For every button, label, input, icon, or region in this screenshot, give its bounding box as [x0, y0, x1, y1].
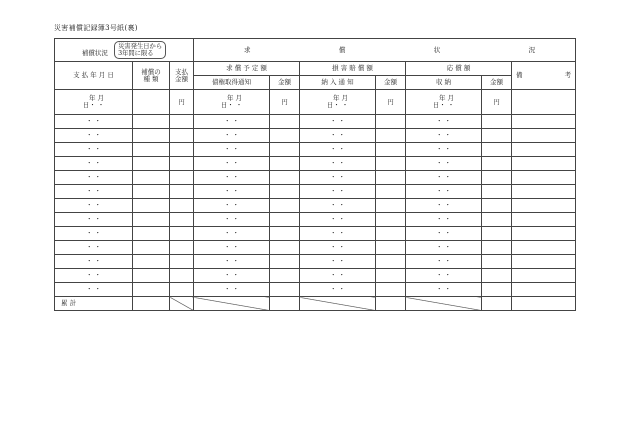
notice-date-cell[interactable]: 年 月 日・ ・ — [194, 90, 270, 115]
table-row — [55, 143, 576, 157]
table-row-first — [55, 90, 576, 115]
total-remarks-cell — [512, 297, 576, 311]
table-cell[interactable] — [194, 283, 270, 297]
table-cell[interactable] — [55, 227, 133, 241]
date-dots: ・ ・ — [223, 229, 240, 237]
table-cell[interactable] — [270, 171, 300, 185]
table-row — [55, 115, 576, 129]
table-row — [55, 157, 576, 171]
table-cell[interactable] — [482, 255, 512, 269]
table-cell[interactable] — [406, 129, 482, 143]
remarks-cell[interactable] — [512, 90, 576, 115]
table-cell[interactable] — [170, 255, 194, 269]
planned-amount-cell[interactable]: 円 — [270, 90, 300, 115]
response-header: 応 償 額 — [406, 62, 512, 76]
date-dots: ・ ・ — [435, 201, 452, 209]
date-dots: ・ ・ — [223, 257, 240, 265]
table-cell[interactable] — [133, 143, 170, 157]
date-dots: ・ ・ — [223, 201, 240, 209]
table-cell[interactable] — [133, 199, 170, 213]
table-cell[interactable] — [170, 115, 194, 129]
table-cell[interactable] — [270, 143, 300, 157]
table-cell[interactable] — [170, 269, 194, 283]
table-cell[interactable] — [270, 115, 300, 129]
table-cell[interactable] — [55, 185, 133, 199]
date-dots: ・ ・ — [435, 285, 452, 293]
table-cell[interactable] — [376, 199, 406, 213]
date-dots: ・ ・ — [85, 117, 102, 125]
date-dots: ・ ・ — [223, 187, 240, 195]
table-cell[interactable] — [133, 115, 170, 129]
table-cell[interactable] — [376, 269, 406, 283]
table-cell[interactable] — [194, 255, 270, 269]
table-cell[interactable] — [270, 129, 300, 143]
date-dots: ・ ・ — [85, 215, 102, 223]
table-cell[interactable] — [55, 143, 133, 157]
table-cell[interactable] — [300, 115, 376, 129]
total-pay-notice-diagonal — [300, 297, 376, 311]
table-cell[interactable] — [270, 283, 300, 297]
table-cell[interactable] — [133, 171, 170, 185]
date-dots: ・ ・ — [329, 131, 346, 139]
table-cell[interactable] — [300, 157, 376, 171]
paid-amount-header: 支払 金額 — [170, 62, 194, 90]
total-response-cell[interactable] — [482, 297, 512, 311]
table-cell[interactable] — [482, 185, 512, 199]
date-dots: ・ ・ — [223, 159, 240, 167]
table-cell[interactable] — [133, 157, 170, 171]
table-cell[interactable] — [55, 129, 133, 143]
form-title: 災害補償記録簿3号紙(裏) — [54, 24, 138, 32]
date-dots: ・ ・ — [435, 215, 452, 223]
table-cell[interactable] — [133, 185, 170, 199]
table-cell[interactable] — [512, 115, 576, 129]
table-row — [55, 199, 576, 213]
compensation-kind-header: 補償の 種 類 — [133, 62, 170, 90]
table-cell[interactable] — [482, 213, 512, 227]
table-cell[interactable] — [406, 157, 482, 171]
table-cell[interactable] — [482, 115, 512, 129]
table-cell[interactable] — [133, 129, 170, 143]
table-cell[interactable] — [512, 283, 576, 297]
table-cell[interactable] — [376, 143, 406, 157]
date-dots: ・ ・ — [329, 243, 346, 251]
table-cell[interactable] — [376, 227, 406, 241]
table-cell[interactable] — [170, 241, 194, 255]
table-cell[interactable] — [406, 199, 482, 213]
table-cell[interactable] — [55, 199, 133, 213]
table-cell[interactable] — [194, 269, 270, 283]
table-cell[interactable] — [406, 213, 482, 227]
table-cell[interactable] — [376, 129, 406, 143]
date-dots: ・ ・ — [435, 229, 452, 237]
date-dots: ・ ・ — [329, 271, 346, 279]
date-dots: ・ ・ — [85, 229, 102, 237]
date-dots: ・ ・ — [329, 173, 346, 181]
total-planned-cell[interactable] — [270, 297, 300, 311]
table-cell[interactable] — [133, 213, 170, 227]
table-cell[interactable] — [170, 213, 194, 227]
total-paid-diagonal — [170, 297, 194, 311]
date-dots: ・ ・ — [329, 229, 346, 237]
table-cell[interactable] — [133, 283, 170, 297]
date-dots: ・ ・ — [223, 271, 240, 279]
date-dots: ・ ・ — [223, 243, 240, 251]
table-cell[interactable] — [512, 143, 576, 157]
total-receipt-diagonal — [406, 297, 482, 311]
table-cell[interactable] — [270, 213, 300, 227]
table-cell[interactable] — [376, 213, 406, 227]
date-dots: ・ ・ — [435, 243, 452, 251]
table-cell[interactable] — [55, 115, 133, 129]
table-cell[interactable] — [482, 129, 512, 143]
table-cell[interactable] — [194, 241, 270, 255]
table-cell[interactable] — [55, 213, 133, 227]
table-cell[interactable] — [512, 129, 576, 143]
damages-amount-cell[interactable]: 円 — [376, 90, 406, 115]
table-row — [55, 255, 576, 269]
table-cell[interactable] — [300, 185, 376, 199]
date-dots: ・ ・ — [329, 187, 346, 195]
table-cell[interactable] — [270, 185, 300, 199]
date-dots: ・ ・ — [223, 173, 240, 181]
notice-acquire-header: 債権取得通知 — [194, 76, 270, 90]
planned-claim-header: 求 償 予 定 額 — [194, 62, 300, 76]
table-cell[interactable] — [270, 199, 300, 213]
table-cell[interactable] — [194, 129, 270, 143]
date-dots: ・ ・ — [85, 285, 102, 293]
table-row — [55, 227, 576, 241]
pay-notice-date-cell[interactable]: 年 月 日・ ・ — [300, 90, 376, 115]
table-cell[interactable] — [300, 213, 376, 227]
table-row — [55, 283, 576, 297]
table-cell[interactable] — [270, 255, 300, 269]
date-dots: ・ ・ — [329, 117, 346, 125]
date-dots: ・ ・ — [329, 285, 346, 293]
total-row — [55, 297, 576, 311]
date-dots: ・ ・ — [85, 159, 102, 167]
table-cell[interactable] — [406, 283, 482, 297]
date-dots: ・ ・ — [435, 173, 452, 181]
table-cell[interactable] — [270, 227, 300, 241]
table-cell[interactable] — [482, 171, 512, 185]
table-cell[interactable] — [194, 115, 270, 129]
date-dots: ・ ・ — [85, 145, 102, 153]
table-cell[interactable] — [482, 199, 512, 213]
date-dots: ・ ・ — [85, 243, 102, 251]
payment-date-cell[interactable]: 年 月 日・ ・ — [55, 90, 133, 115]
table-cell[interactable] — [194, 143, 270, 157]
table-cell[interactable] — [406, 171, 482, 185]
amount-header-2: 金額 — [376, 76, 406, 90]
table-cell[interactable] — [512, 171, 576, 185]
table-cell[interactable] — [482, 241, 512, 255]
date-dots: ・ ・ — [85, 271, 102, 279]
table-cell[interactable] — [170, 171, 194, 185]
kind-cell[interactable] — [133, 90, 170, 115]
table-cell[interactable] — [55, 283, 133, 297]
compensation-record-table — [54, 38, 576, 311]
date-dots: ・ ・ — [435, 257, 452, 265]
table-row — [55, 129, 576, 143]
total-kind-cell — [133, 297, 170, 311]
date-dots: ・ ・ — [329, 159, 346, 167]
date-dots: ・ ・ — [223, 117, 240, 125]
table-cell[interactable] — [55, 269, 133, 283]
remarks-header: 備 考 — [512, 62, 576, 90]
table-cell[interactable] — [406, 143, 482, 157]
table-cell[interactable] — [170, 185, 194, 199]
status-cell — [55, 39, 194, 62]
table-cell[interactable] — [512, 185, 576, 199]
table-cell[interactable] — [170, 199, 194, 213]
table-cell[interactable] — [133, 269, 170, 283]
table-cell[interactable] — [194, 227, 270, 241]
table-cell[interactable] — [194, 199, 270, 213]
total-notice-diagonal — [194, 297, 270, 311]
paid-amount-cell[interactable]: 円 — [170, 90, 194, 115]
table-cell[interactable] — [194, 171, 270, 185]
table-cell[interactable] — [270, 269, 300, 283]
claim-status-heading: 求 償 状 況 — [194, 39, 576, 62]
response-amount-cell[interactable]: 円 — [482, 90, 512, 115]
table-cell[interactable] — [300, 255, 376, 269]
table-cell[interactable] — [55, 255, 133, 269]
date-dots: ・ ・ — [85, 187, 102, 195]
table-cell[interactable] — [300, 283, 376, 297]
table-row — [55, 213, 576, 227]
table-row — [55, 269, 576, 283]
table-cell[interactable] — [194, 213, 270, 227]
table-cell[interactable] — [376, 185, 406, 199]
table-cell[interactable] — [194, 157, 270, 171]
table-cell[interactable] — [55, 171, 133, 185]
date-dots: ・ ・ — [435, 117, 452, 125]
table-row — [55, 241, 576, 255]
pay-notice-header: 納 入 通 知 — [300, 76, 376, 90]
date-dots: ・ ・ — [223, 285, 240, 293]
table-cell[interactable] — [406, 227, 482, 241]
amount-header-1: 金額 — [270, 76, 300, 90]
date-dots: ・ ・ — [435, 131, 452, 139]
table-cell[interactable] — [133, 255, 170, 269]
table-cell[interactable] — [55, 157, 133, 171]
table-cell[interactable] — [300, 199, 376, 213]
table-cell[interactable] — [512, 269, 576, 283]
table-cell[interactable] — [55, 241, 133, 255]
table-cell[interactable] — [482, 269, 512, 283]
table-cell[interactable] — [406, 185, 482, 199]
date-dots: ・ ・ — [435, 145, 452, 153]
payment-date-header: 支 払 年 月 日 — [55, 62, 133, 90]
table-row — [55, 185, 576, 199]
table-row — [55, 171, 576, 185]
table-cell[interactable] — [512, 157, 576, 171]
table-cell[interactable] — [170, 227, 194, 241]
table-cell[interactable] — [376, 115, 406, 129]
table-cell[interactable] — [170, 143, 194, 157]
date-dots: ・ ・ — [329, 215, 346, 223]
receipt-header: 収 納 — [406, 76, 482, 90]
date-dots: ・ ・ — [85, 173, 102, 181]
date-dots: ・ ・ — [329, 145, 346, 153]
date-dots: ・ ・ — [85, 257, 102, 265]
table-cell[interactable] — [170, 157, 194, 171]
date-dots: ・ ・ — [223, 131, 240, 139]
amount-header-3: 金額 — [482, 76, 512, 90]
table-cell[interactable] — [482, 157, 512, 171]
table-cell[interactable] — [133, 241, 170, 255]
table-cell[interactable] — [270, 241, 300, 255]
table-cell[interactable] — [406, 115, 482, 129]
table-cell[interactable] — [376, 255, 406, 269]
date-dots: ・ ・ — [435, 271, 452, 279]
total-label: 累 計 — [55, 297, 133, 311]
table-cell[interactable] — [512, 241, 576, 255]
table-cell[interactable] — [482, 143, 512, 157]
date-dots: ・ ・ — [435, 159, 452, 167]
total-damages-cell[interactable] — [376, 297, 406, 311]
table-cell[interactable] — [300, 143, 376, 157]
damages-header: 損 害 賠 償 額 — [300, 62, 406, 76]
date-dots: ・ ・ — [223, 145, 240, 153]
receipt-date-cell[interactable]: 年 月 日・ ・ — [406, 90, 482, 115]
table-cell[interactable] — [270, 157, 300, 171]
period-note: 災害発生日から 3年間に限る — [114, 41, 166, 59]
table-cell[interactable] — [512, 255, 576, 269]
table-cell[interactable] — [194, 185, 270, 199]
table-cell[interactable] — [170, 129, 194, 143]
table-cell[interactable] — [300, 171, 376, 185]
table-cell[interactable] — [376, 241, 406, 255]
status-label: 補償状況 — [81, 49, 108, 57]
table-cell[interactable] — [512, 227, 576, 241]
table-cell[interactable] — [482, 283, 512, 297]
table-cell[interactable] — [512, 199, 576, 213]
table-cell[interactable] — [376, 157, 406, 171]
table-cell[interactable] — [376, 283, 406, 297]
date-dots: ・ ・ — [223, 215, 240, 223]
table-cell[interactable] — [300, 241, 376, 255]
date-dots: ・ ・ — [329, 201, 346, 209]
table-cell[interactable] — [300, 129, 376, 143]
date-dots: ・ ・ — [85, 201, 102, 209]
table-cell[interactable] — [300, 269, 376, 283]
table-cell[interactable] — [170, 283, 194, 297]
table-cell[interactable] — [512, 213, 576, 227]
date-dots: ・ ・ — [435, 187, 452, 195]
table-cell[interactable] — [300, 227, 376, 241]
table-cell[interactable] — [376, 171, 406, 185]
table-cell[interactable] — [406, 269, 482, 283]
table-cell[interactable] — [482, 227, 512, 241]
table-cell[interactable] — [406, 255, 482, 269]
date-dots: ・ ・ — [85, 131, 102, 139]
table-cell[interactable] — [133, 227, 170, 241]
table-cell[interactable] — [406, 241, 482, 255]
date-dots: ・ ・ — [329, 257, 346, 265]
